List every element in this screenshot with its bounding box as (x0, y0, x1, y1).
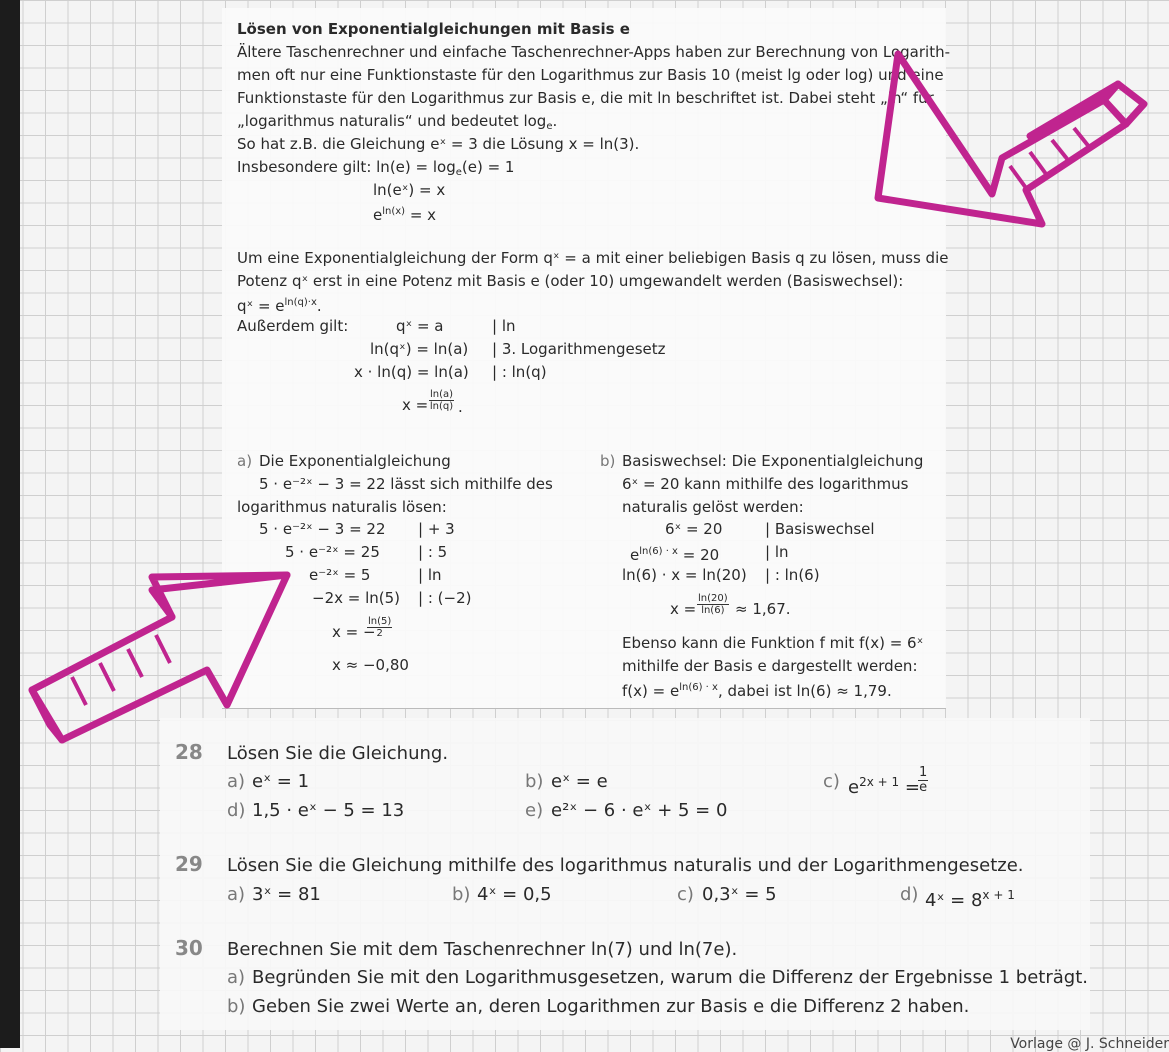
task-28-c: $e^{2x + 1}$ = (848, 775, 920, 798)
task-30-a-label: a) (227, 967, 246, 988)
info-line-3: Funktionstaste für den Logarithmus zur Basis e, die mit ln beschriftet ist. Dabei steht „ln“ für (237, 89, 934, 107)
task-30-b-label: b) (227, 996, 246, 1017)
example-b-line-3: naturalis gelöst werden: (622, 498, 804, 516)
example-a-result: x ≈ −0,80 (332, 656, 409, 674)
example-b-step-1: 6ˣ = 20 (665, 520, 723, 538)
task-29-c-label: c) (677, 884, 694, 905)
example-a-line-1: Die Exponentialgleichung (259, 452, 451, 470)
example-b-step-2: $e^{ln(6) \cdot x} = 20$ (630, 546, 720, 564)
info-line-5: So hat z.B. die Gleichung eˣ = 3 die Lösung x = ln(3). (237, 135, 640, 153)
task-28-e-label: e) (525, 800, 544, 821)
example-b-line-5: mithilfe der Basis e dargestellt werden: (622, 657, 918, 675)
task-28-c-label: c) (823, 771, 840, 792)
task-29-d-label: d) (900, 884, 919, 905)
task-30-a: Begründen Sie mit den Logarithmusgesetzen, warum die Differenz der Ergebnisse 1 beträgt. (252, 967, 1088, 988)
example-a-step-2: 5 · e⁻²ˣ = 25 (285, 543, 380, 561)
example-a-step-4: −2x = ln(5) (312, 589, 401, 607)
task-29-d: 4ˣ = $8^{x + 1}$ (925, 888, 1015, 911)
task-28-a: eˣ = 1 (252, 771, 310, 792)
example-b-step-3: ln(6) · x = ln(20) (622, 566, 747, 584)
example-a-step-3-op: | ln (418, 566, 442, 584)
task-28-d: 1,5 · eˣ − 5 = 13 (252, 800, 405, 821)
bottom-left-arrow-icon (22, 555, 322, 755)
info-line-11: qˣ = $e^{ln(q)\cdot x}$. (237, 297, 322, 315)
task-28-b: eˣ = e (551, 771, 608, 792)
task-28-title: Lösen Sie die Gleichung. (227, 743, 449, 764)
eq2-left: ln(qˣ) = ln(a) (370, 340, 469, 358)
task-29-c: 0,3ˣ = 5 (702, 884, 777, 905)
task-29-a-label: a) (227, 884, 246, 905)
task-28-e: e²ˣ − 6 · eˣ + 5 = 0 (551, 800, 728, 821)
info-line-1: Ältere Taschenrechner und einfache Taschenrechner-Apps haben zur Berechnung von Logarith- (237, 43, 951, 61)
task-28-d-label: d) (227, 800, 246, 821)
task-30-b: Geben Sie zwei Werte an, deren Logarithmen zur Basis e die Differenz 2 haben. (252, 996, 970, 1017)
info-line-10: Potenz qˣ erst in eine Potenz mit Basis e (oder 10) umgewandelt werden (Basiswechsel): (237, 272, 904, 290)
example-b-step-3-op: | : ln(6) (765, 566, 820, 584)
also-label: Außerdem gilt: (237, 317, 349, 335)
info-box (222, 8, 951, 709)
eq1-right: | ln (492, 317, 516, 335)
example-b-line-4: Ebenso kann die Funktion f mit f(x) = 6ˣ (622, 634, 924, 652)
info-line-6: Insbesondere gilt: $\ln(e) = \log_e(e) = 1$ (237, 158, 515, 178)
example-a-step-5: x = − (332, 623, 376, 641)
task-29-title: Lösen Sie die Gleichung mithilfe des logarithmus naturalis und der Logarithmengesetze. (227, 855, 1024, 876)
info-line-8: $e^{ln(x)} = x$ (373, 206, 437, 224)
info-line-2: men oft nur eine Funktionstaste für den Logarithmus zur Basis 10 (meist lg oder log) und eine (237, 66, 944, 84)
example-a-step-1-op: | + 3 (418, 520, 455, 538)
example-b-step-4: x = (670, 600, 697, 618)
eq3-right: | : ln(q) (492, 363, 547, 381)
info-line-9: Um eine Exponentialgleichung der Form qˣ = a mit einer beliebigen Basis q zu lösen, muss die (237, 249, 949, 267)
example-b-step-1-op: | Basiswechsel (765, 520, 875, 538)
example-a-line-2: 5 · e⁻²ˣ − 3 = 22 lässt sich mithilfe des (259, 475, 553, 493)
example-b-step-4-end: ≈ 1,67. (735, 600, 791, 618)
task-30-number: 30 (175, 936, 203, 960)
task-28-b-label: b) (525, 771, 544, 792)
example-b-step-2-op: | ln (765, 543, 789, 561)
example-b-line-6: $f(x) = e^{ln(6) \cdot x}$, dabei ist ln(6) ≈ 1,79. (622, 682, 892, 700)
example-a-step-4-op: | : (−2) (418, 589, 472, 607)
example-b-label: b) (600, 452, 616, 470)
eq4-left: x = (402, 396, 429, 414)
eq4-end: . (458, 398, 463, 416)
task-29-number: 29 (175, 852, 203, 876)
task-28-number: 28 (175, 740, 203, 764)
example-b-line-2: 6ˣ = 20 kann mithilfe des logarithmus (622, 475, 909, 493)
example-a-fraction: $\frac{\ln(5)}{2}$ (368, 616, 392, 639)
left-sidebar-strip (0, 0, 20, 1048)
task-30-title: Berechnen Sie mit dem Taschenrechner ln(7) und ln(7e). (227, 939, 738, 960)
task-29-b-label: b) (452, 884, 471, 905)
eq3-left: x · ln(q) = ln(a) (354, 363, 469, 381)
example-a-step-2-op: | : 5 (418, 543, 448, 561)
eq1-left: qˣ = a (396, 317, 444, 335)
example-a-step-1: 5 · e⁻²ˣ − 3 = 22 (259, 520, 386, 538)
info-title: Lösen von Exponentialgleichungen mit Basis e (237, 20, 630, 38)
example-a-line-3: logarithmus naturalis lösen: (237, 498, 447, 516)
eq2-right: | 3. Logarithmengesetz (492, 340, 666, 358)
info-line-7: ln(eˣ) = x (373, 181, 446, 199)
credit-text: Vorlage @ J. Schneider (1010, 1036, 1169, 1052)
info-line-4: „logarithmus naturalis“ und bedeutet $\log_e$. (237, 112, 558, 132)
example-b-fraction: $\frac{\ln(20)}{\ln(6)}$ (698, 593, 728, 616)
example-a-label: a) (237, 452, 253, 470)
top-right-arrow-icon (860, 40, 1160, 240)
task-29-a: 3ˣ = 81 (252, 884, 321, 905)
example-b-line-1: Basiswechsel: Die Exponentialgleichung (622, 452, 924, 470)
task-29-b: 4ˣ = 0,5 (477, 884, 552, 905)
task-28-a-label: a) (227, 771, 246, 792)
eq4-fraction: $\frac{\ln(a)}{\ln(q)}$ (429, 389, 454, 412)
task-28-c-fraction: $\frac{1}{e}$ (919, 765, 928, 795)
example-a-step-3: e⁻²ˣ = 5 (309, 566, 371, 584)
